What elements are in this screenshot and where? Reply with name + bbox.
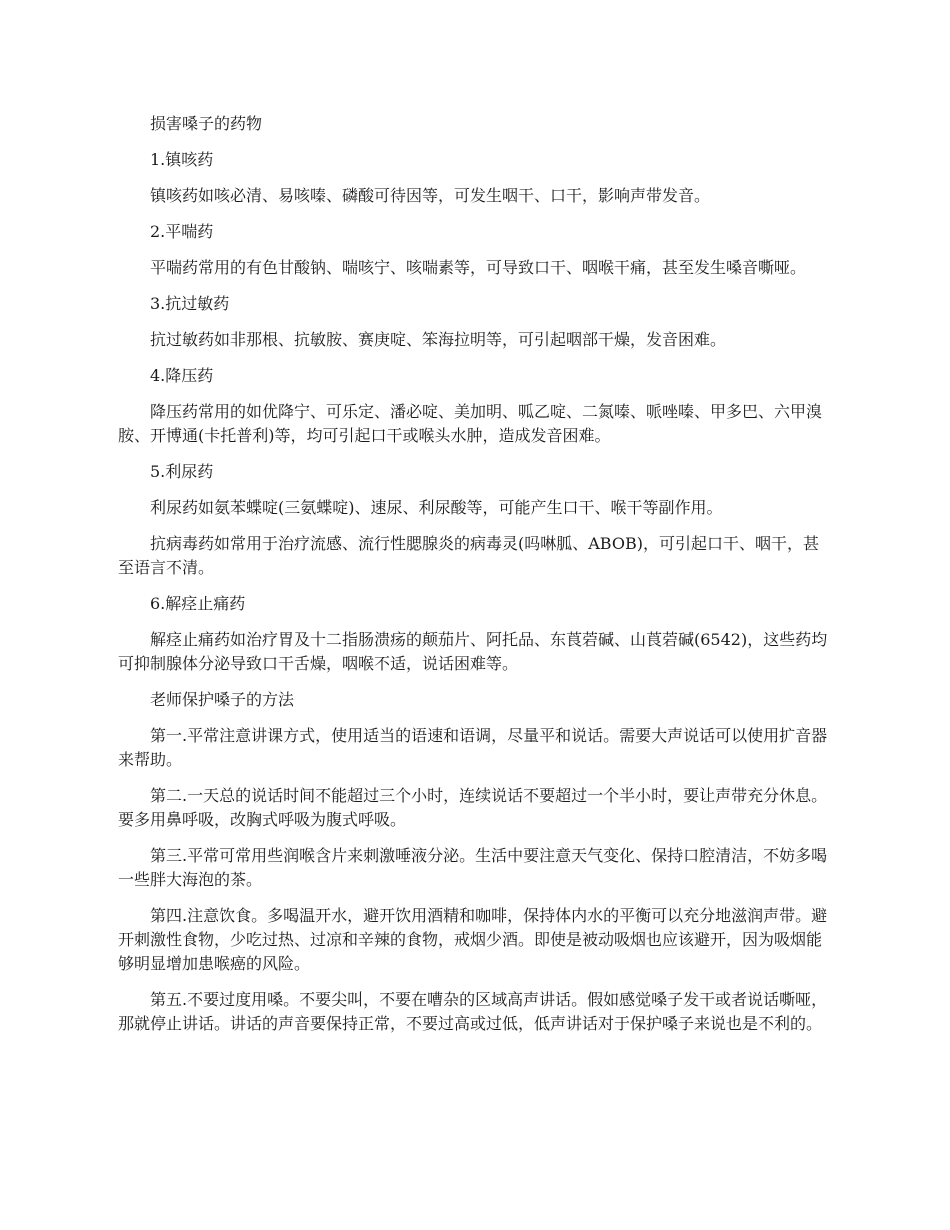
paragraph-method-3: 第三.平常可常用些润喉含片来刺激唾液分泌。生活中要注意天气变化、保持口腔清洁，不妨多喝一些胖大海泡的茶。 [118,846,828,889]
subheading-antiallergic: 3.抗过敏药 [150,294,230,313]
paragraph-method-4: 第四.注意饮食。多喝温开水，避开饮用酒精和咖啡，保持体内水的平衡可以充分地滋润声带。避开刺激性食物，少吃过热、过凉和辛辣的食物，戒烟少酒。即使是被动吸烟也应该避开，因为吸烟能够明显增加患喉癌的风险。 [118,906,828,973]
paragraph-antispasmodic: 解痉止痛药如治疗胃及十二指肠溃疡的颠茄片、阿托品、东莨菪碱、山莨菪碱(6542)，这些药均可抑制腺体分泌导致口干舌燥，咽喉不适，说话困难等。 [118,630,828,673]
paragraph-method-2: 第二.一天总的说话时间不能超过三个小时，连续说话不要超过一个半小时，要让声带充分休息。要多用鼻呼吸，改胸式呼吸为腹式呼吸。 [118,786,828,829]
paragraph-diuretic: 利尿药如氨苯蝶啶(三氨蝶啶)、速尿、利尿酸等，可能产生口干、喉干等副作用。 [150,498,723,517]
section-heading-teacher-methods: 老师保护嗓子的方法 [150,690,295,709]
subheading-diuretic: 5.利尿药 [150,462,214,481]
paragraph-antiallergic: 抗过敏药如非那根、抗敏胺、赛庚啶、笨海拉明等，可引起咽部干燥，发音困难。 [150,330,727,349]
paragraph-method-1: 第一.平常注意讲课方式，使用适当的语速和语调，尽量平和说话。需要大声说话可以使用扩音器来帮助。 [118,726,828,769]
document-body [118,112,828,1048]
paragraph-antihypertensive: 降压药常用的如优降宁、可乐定、潘必啶、美加明、呱乙啶、二氮嗪、哌唑嗪、甲多巴、六甲溴胺、开博通(卡托普利)等，均可引起口干或喉头水肿，造成发音困难。 [118,402,823,445]
subheading-antihypertensive: 4.降压药 [150,366,214,385]
subheading-antispasmodic: 6.解痉止痛药 [150,594,246,613]
section-heading-harmful-drugs: 损害嗓子的药物 [150,114,263,133]
paragraph-antiviral: 抗病毒药如常用于治疗流感、流行性腮腺炎的病毒灵(吗啉胍、ABOB)，可引起口干、咽干，甚至语言不清。 [118,534,819,577]
subheading-antitussive: 1.镇咳药 [150,150,214,169]
subheading-antiasthmatic: 2.平喘药 [150,222,214,241]
paragraph-method-5: 第五.不要过度用嗓。不要尖叫，不要在嘈杂的区域高声讲话。假如感觉嗓子发干或者说话嘶哑，那就停止讲话。讲话的声音要保持正常，不要过高或过低，低声讲话对于保护嗓子来说也是不利的。 [118,990,828,1033]
paragraph-antiasthmatic: 平喘药常用的有色甘酸钠、喘咳宁、咳喘素等，可导致口干、咽喉干痛，甚至发生嗓音嘶哑。 [150,258,807,277]
paragraph-antitussive: 镇咳药如咳必清、易咳嗪、磷酸可待因等，可发生咽干、口干，影响声带发音。 [150,186,711,205]
